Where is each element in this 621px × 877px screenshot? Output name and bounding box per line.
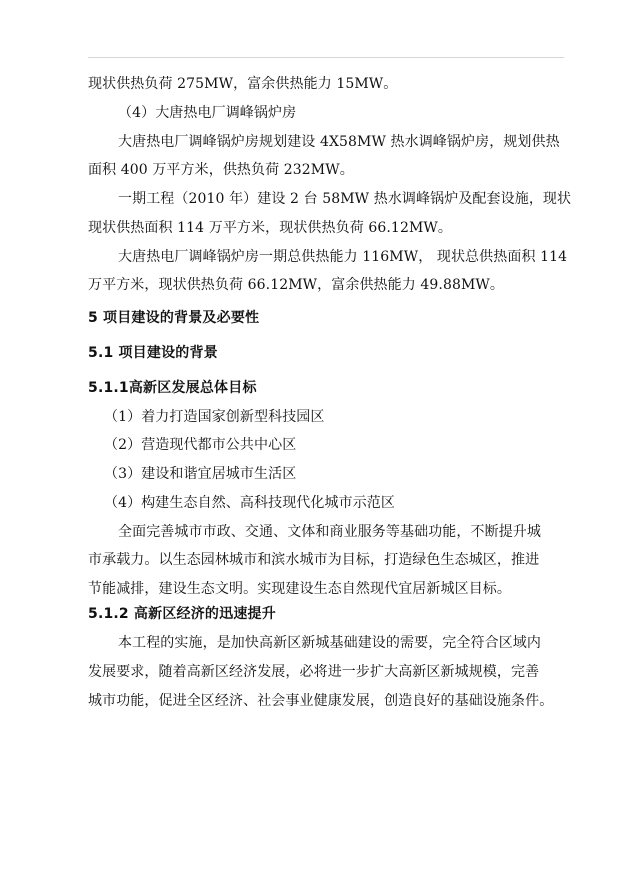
goal-item-1: （1）着力打造国家创新型科技园区 — [104, 409, 325, 425]
section-heading-5-1: 5.1 项目建设的背景 — [88, 345, 218, 361]
body-line-9: 市承载力。以生态园林城市和滨水城市为目标，打造绿色生态城区，推进 — [88, 552, 540, 568]
section-heading-5: 5 项目建设的背景及必要性 — [88, 310, 260, 326]
goal-item-4: （4）构建生态自然、高科技现代化城市示范区 — [104, 495, 396, 511]
body-line-10: 节能减排，建设生态文明。实现建设生态自然现代宜居新城区目标。 — [88, 581, 511, 597]
body-line-4: 一期工程（2010 年）建设 2 台 58MW 热水调峰锅炉及配套设施，现状 — [118, 191, 572, 207]
section-heading-5-1-1: 5.1.1高新区发展总体目标 — [88, 380, 257, 396]
goal-item-2: （2）营造现代都市公共中心区 — [104, 437, 297, 453]
body-line-7: 万平方米，现状供热负荷 66.12MW，富余供热能力 49.88MW。 — [88, 277, 505, 293]
body-line-5: 现状供热面积 114 万平方米，现状供热负荷 66.12MW。 — [88, 220, 452, 236]
body-line-13: 城市功能，促进全区经济、社会事业健康发展，创造良好的基础设施条件。 — [88, 693, 554, 709]
subsection-title-datang: （4）大唐热电厂调峰锅炉房 — [118, 105, 297, 121]
body-line-12: 发展要求，随着高新区经济发展，必将进一步扩大高新区新城规模，完善 — [88, 664, 540, 680]
body-line-8: 全面完善城市市政、交通、文体和商业服务等基础功能，不断提升城 — [118, 524, 541, 540]
body-line-2: 大唐热电厂调峰锅炉房规划建设 4X58MW 热水调峰锅炉房，规划供热 — [118, 134, 560, 150]
header-rule — [88, 57, 564, 58]
body-line-3: 面积 400 万平方米，供热负荷 232MW。 — [88, 162, 354, 178]
body-line-11: 本工程的实施，是加快高新区新城基础建设的需要，完全符合区域内 — [118, 635, 541, 651]
body-line-6: 大唐热电厂调峰锅炉房一期总供热能力 116MW， 现状总供热面积 114 — [118, 249, 568, 265]
goal-item-3: （3）建设和谐宜居城市生活区 — [104, 466, 297, 482]
section-heading-5-1-2: 5.1.2 高新区经济的迅速提升 — [88, 606, 276, 622]
body-line-1: 现状供热负荷 275MW，富余供热能力 15MW。 — [88, 76, 398, 92]
